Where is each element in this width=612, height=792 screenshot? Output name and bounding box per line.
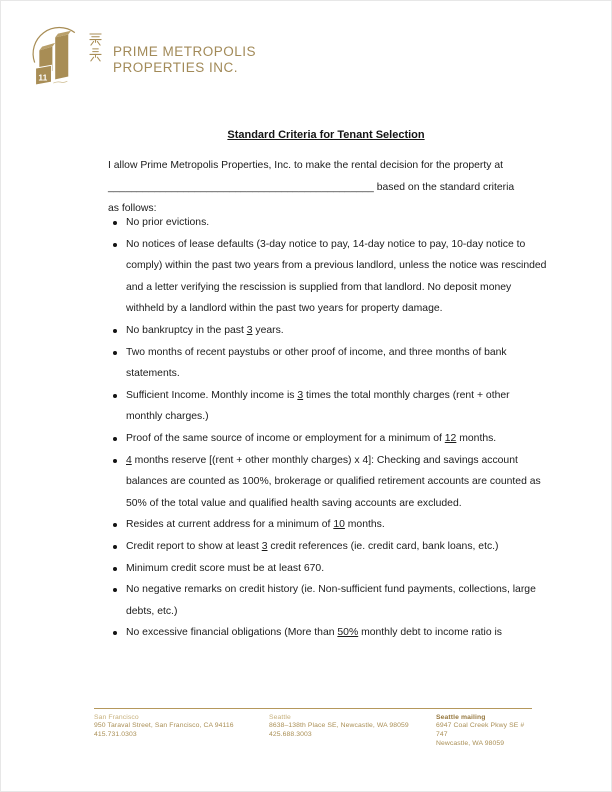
underlined-value: 50% [337, 627, 359, 639]
letterhead [30, 25, 256, 87]
underlined-value: 3 [246, 324, 253, 336]
office-address-line: 950 Taraval Street, San Francisco, CA 94116 [94, 722, 234, 729]
criteria-item [108, 320, 548, 342]
criteria-segment: credit references (ie. credit card, bank loans, etc.) [267, 540, 499, 552]
criteria-segment: Minimum credit score must be at least 670. [126, 562, 325, 574]
office-address-line: 6947 Coal Creek Pkwy SE # 747 [436, 722, 525, 738]
criteria-segment: times the total monthly charges (rent + other monthly charges.) [126, 389, 510, 423]
property-address-blank: ______________________________________________ [108, 181, 374, 193]
criteria-text [126, 433, 496, 444]
bullet-icon [113, 351, 117, 355]
criteria-list [108, 212, 548, 644]
criteria-text [126, 239, 546, 315]
criteria-segment: Sufficient Income. Monthly income is [126, 389, 298, 401]
bullet-icon [113, 394, 117, 398]
bullet-icon [113, 545, 117, 549]
intro-line-1: I allow Prime Metropolis Properties, Inc. to make the rental decision for the property at [108, 160, 504, 171]
underlined-value: 12 [444, 432, 457, 444]
criteria-text [126, 217, 209, 228]
bullet-icon [113, 459, 117, 463]
criteria-segment: months. [456, 432, 497, 444]
intro-line-2 [108, 177, 548, 199]
criteria-item [108, 234, 548, 320]
underlined-value: 3 [297, 389, 304, 401]
bullet-icon [113, 588, 117, 592]
intro-line-2-text: based on the standard criteria [376, 181, 515, 193]
criteria-text [126, 584, 536, 617]
criteria-segment: No negative remarks on credit history (ie. Non-sufficient fund payments, collections, large debts, etc.) [126, 584, 536, 617]
criteria-text [126, 325, 284, 336]
office-column [436, 713, 532, 748]
criteria-segment: Resides at current address for a minimum of [126, 519, 334, 531]
office-city-label: San Francisco [94, 714, 139, 721]
office-column [269, 713, 436, 748]
criteria-item [108, 622, 548, 644]
office-address-line: 415.731.0303 [94, 730, 137, 738]
footer [94, 708, 532, 748]
criteria-item [108, 385, 548, 428]
criteria-text [126, 519, 385, 530]
criteria-segment: No prior evictions. [126, 217, 210, 228]
criteria-segment: No excessive financial obligations (More than [126, 627, 338, 639]
company-logo [30, 25, 256, 87]
chinese-characters-icon [89, 32, 102, 62]
criteria-item [108, 342, 548, 385]
criteria-segment: Proof of the same source of income or employment for a minimum of [126, 432, 445, 444]
company-name-line-1: PRIME METROPOLIS [113, 44, 257, 59]
logo-number: 11 [38, 72, 48, 83]
criteria-item [108, 558, 548, 580]
document-title: Standard Criteria for Tenant Selection [227, 129, 425, 141]
criteria-segment: Two months of recent paystubs or other proof of income, and three months of bank statements. [126, 346, 507, 380]
criteria-text [126, 627, 502, 638]
office-city-label: Seattle [269, 714, 291, 721]
criteria-text [126, 563, 324, 574]
bullet-icon [113, 523, 117, 527]
criteria-segment: years. [252, 324, 284, 336]
bullet-icon [113, 243, 117, 247]
underlined-value: 4 [126, 454, 132, 466]
criteria-item [108, 450, 548, 515]
criteria-text [126, 390, 510, 423]
criteria-segment: No notices of lease defaults (3-day notice to pay, 14-day notice to pay, 10-day notice to comply) within the past two years from a previous landlord, unless the notice was rescinded and a letter verifying the rescission is supplied from that landlord. No deposit money withheld by a landlord within the past two years for property damage. [126, 238, 547, 315]
criteria-segment: Credit report to show at least [126, 540, 262, 552]
office-address-line: Newcastle, WA 98059 [436, 739, 505, 747]
bullet-icon [113, 567, 117, 571]
bullet-icon [113, 437, 117, 441]
criteria-item [108, 428, 548, 450]
logo-flourish [53, 81, 67, 83]
criteria-item [108, 514, 548, 536]
underlined-value: 10 [333, 519, 345, 531]
criteria-segment: months reserve [(rent + other monthly charges) x 4]: Checking and savings account balances are counted as 100%, brokerage or qualified retirement accounts are counted as 50% of the total value and qualified health saving accounts are excluded. [126, 454, 541, 509]
criteria-segment: monthly debt to income ratio is [358, 627, 502, 639]
bullet-icon [113, 329, 117, 333]
buildings-logo-icon [30, 25, 86, 87]
office-city-label: Seattle mailing [436, 714, 486, 721]
office-column [94, 713, 269, 748]
criteria-segment: months. [344, 519, 385, 531]
intro-paragraph [108, 155, 548, 220]
criteria-item [108, 579, 548, 622]
office-address-line: 425.688.3003 [269, 730, 312, 738]
criteria-text [126, 541, 499, 552]
bullet-icon [113, 631, 117, 635]
office-address-line: 8638–138th Place SE, Newcastle, WA 98059 [269, 722, 409, 729]
bullet-icon [113, 221, 117, 225]
criteria-segment: No bankruptcy in the past [126, 324, 247, 336]
criteria-text [126, 347, 507, 380]
company-name-line-2: PROPERTIES INC. [113, 59, 239, 75]
criteria-text [126, 455, 541, 509]
company-name [113, 44, 256, 75]
underlined-value: 3 [261, 540, 268, 552]
criteria-item [108, 212, 548, 234]
criteria-item [108, 536, 548, 558]
intro-line-3: as follows: [108, 203, 157, 214]
